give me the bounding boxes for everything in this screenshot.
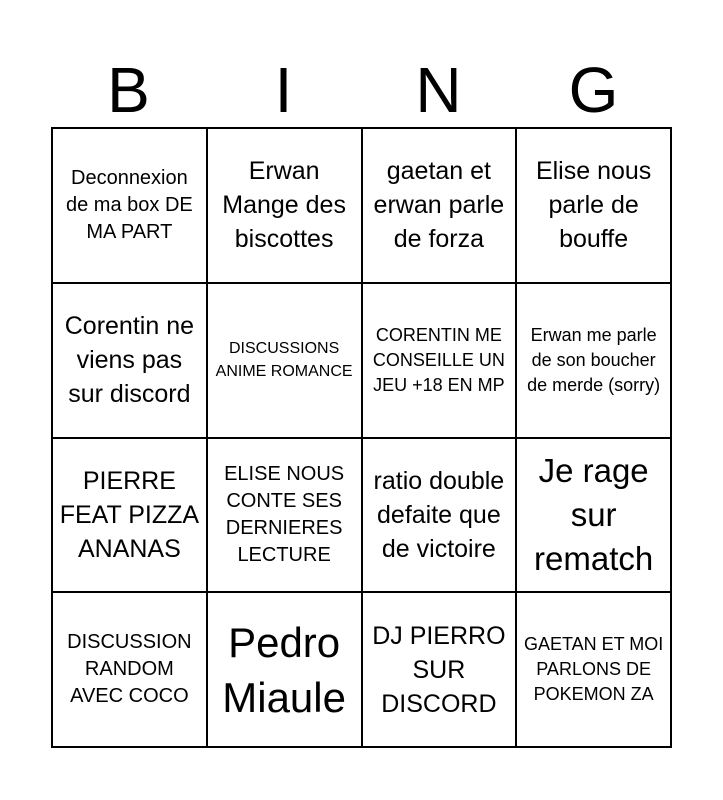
cell-text: Erwan Mange des biscottes bbox=[222, 157, 346, 254]
cell-text: Pedro Miaule bbox=[222, 618, 346, 721]
cell-text: DJ PIERRO SUR DISCORD bbox=[372, 621, 506, 718]
cell-text: CORENTIN ME CONSEILLE UN JEU +18 EN MP bbox=[372, 324, 505, 395]
cell-text: DISCUSSIONS ANIME ROMANCE bbox=[215, 340, 353, 381]
cell-text: ratio double defaite que de victoire bbox=[373, 466, 505, 563]
bingo-cell[interactable] bbox=[53, 284, 208, 439]
bingo-cell[interactable] bbox=[517, 284, 672, 439]
bingo-cell[interactable] bbox=[517, 439, 672, 594]
cell-text: Elise nous parle de bouffe bbox=[535, 157, 652, 254]
cell-text: gaetan et erwan parle de forza bbox=[373, 157, 505, 254]
bingo-cell[interactable] bbox=[363, 593, 518, 748]
cell-text: DISCUSSION RANDOM AVEC COCO bbox=[67, 631, 192, 708]
cell-text: Erwan me parle de son boucher de merde (sorry) bbox=[527, 324, 661, 395]
cell-text: Deconnexion de ma box DE MA PART bbox=[66, 166, 193, 243]
cell-text: ELISE NOUS CONTE SES DERNIERES LECTURE bbox=[224, 462, 345, 566]
header-letter-b: B bbox=[107, 54, 150, 126]
cell-text: Je rage sur rematch bbox=[534, 451, 654, 577]
bingo-grid bbox=[51, 127, 672, 748]
cell-text: Corentin ne viens pas sur discord bbox=[64, 312, 194, 409]
bingo-cell[interactable] bbox=[517, 593, 672, 748]
bingo-header bbox=[51, 52, 671, 128]
header-letter-i: I bbox=[274, 54, 293, 126]
bingo-cell[interactable] bbox=[208, 593, 363, 748]
bingo-cell[interactable] bbox=[363, 439, 518, 594]
header-letter-n: N bbox=[415, 54, 462, 126]
bingo-cell[interactable] bbox=[208, 439, 363, 594]
bingo-cell[interactable] bbox=[53, 593, 208, 748]
bingo-cell[interactable] bbox=[53, 439, 208, 594]
bingo-cell[interactable] bbox=[208, 129, 363, 284]
header-letter-g: G bbox=[568, 54, 619, 126]
bingo-cell[interactable] bbox=[517, 129, 672, 284]
bingo-cell[interactable] bbox=[363, 129, 518, 284]
cell-text: PIERRE FEAT PIZZA ANANAS bbox=[59, 466, 200, 563]
cell-text: GAETAN ET MOI PARLONS DE POKEMON ZA bbox=[523, 634, 664, 705]
bingo-cell[interactable] bbox=[363, 284, 518, 439]
bingo-cell[interactable] bbox=[53, 129, 208, 284]
bingo-cell[interactable] bbox=[208, 284, 363, 439]
